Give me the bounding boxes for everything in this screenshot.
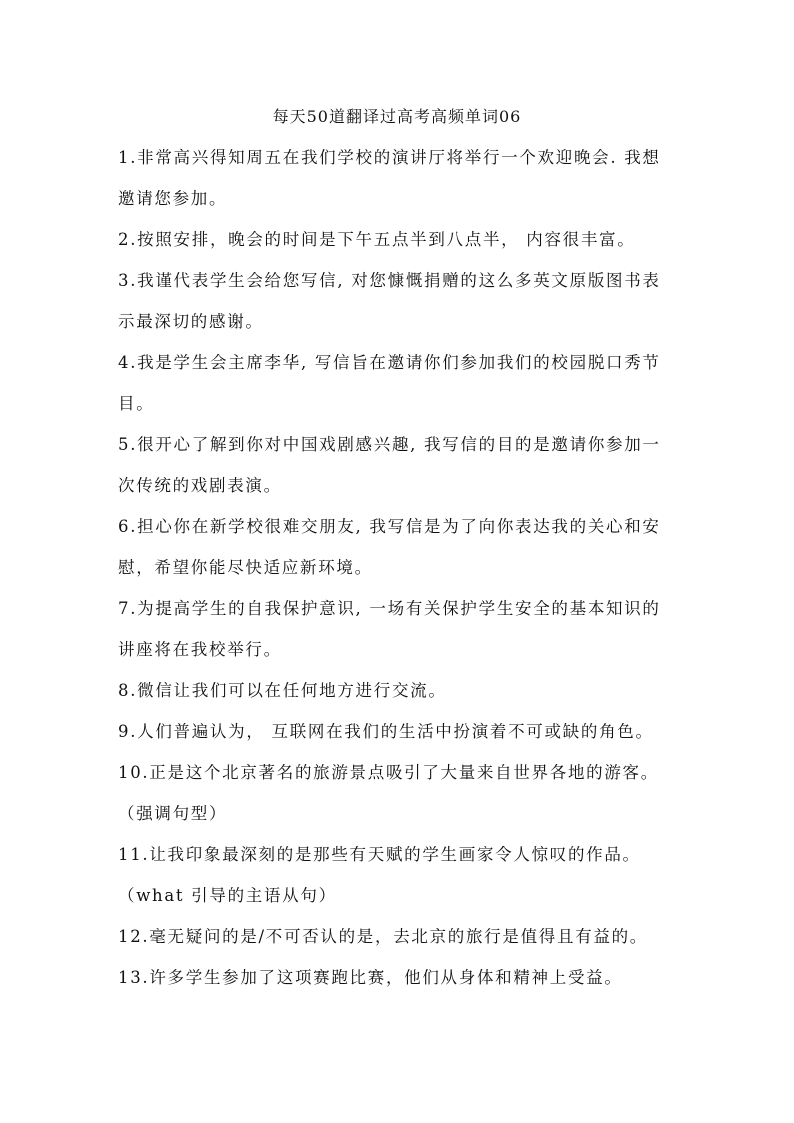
text-line: 目。 <box>118 394 155 413</box>
text-line: 5.很开心了解到你对中国戏剧感兴趣, 我写信的目的是邀请你参加一 <box>118 435 661 454</box>
text-line: 7.为提高学生的自我保护意识, 一场有关保护学生安全的基本知识的 <box>118 599 661 618</box>
text-line: （what 引导的主语从句） <box>118 886 337 905</box>
text-line: 6.担心你在新学校很难交朋友, 我写信是为了向你表达我的关心和安 <box>118 517 661 536</box>
text-line: 慰，希望你能尽快适应新环境。 <box>118 558 373 577</box>
text-line: 11.让我印象最深刻的是那些有天赋的学生画家令人惊叹的作品。 <box>118 845 641 864</box>
text-line: 13.许多学生参加了这项赛跑比赛，他们从身体和精神上受益。 <box>118 968 623 987</box>
text-line: 12.毫无疑问的是/不可否认的是，去北京的旅行是值得且有益的。 <box>118 927 648 946</box>
text-line: 次传统的戏剧表演。 <box>118 476 282 495</box>
text-line: 示最深切的感谢。 <box>118 312 264 331</box>
text-line: 9.人们普遍认为， 互联网在我们的生活中扮演着不可或缺的角色。 <box>118 722 654 741</box>
text-line: 讲座将在我校举行。 <box>118 640 282 659</box>
text-line: （强调句型） <box>118 804 228 823</box>
text-line: 4.我是学生会主席李华, 写信旨在邀请你们参加我们的校园脱口秀节 <box>118 353 661 372</box>
text-line: 邀请您参加。 <box>118 189 228 208</box>
document-title: 每天50道翻译过高考高频单词06 <box>272 107 522 126</box>
text-line: 2.按照安排，晚会的时间是下午五点半到八点半， 内容很丰富。 <box>118 230 636 249</box>
sentence-list <box>118 143 684 1004</box>
text-line: 3.我谨代表学生会给您写信, 对您慷慨捐赠的这么多英文原版图书表 <box>118 271 661 290</box>
text-line: 1.非常高兴得知周五在我们学校的演讲厅将举行一个欢迎晚会. 我想 <box>118 148 661 167</box>
text-line: 8.微信让我们可以在任何地方进行交流。 <box>118 681 447 700</box>
text-line: 10.正是这个北京著名的旅游景点吸引了大量来自世界各地的游客。 <box>118 763 659 782</box>
